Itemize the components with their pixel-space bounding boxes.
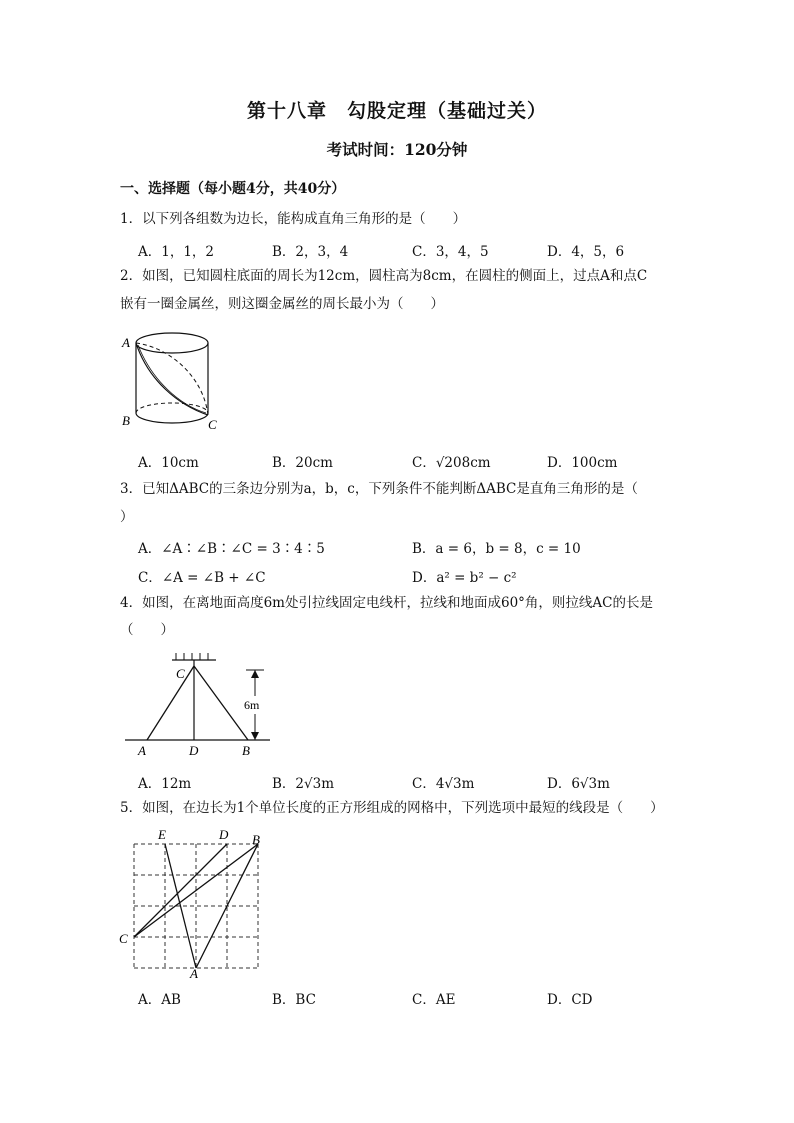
- wire-front-inner: [138, 345, 206, 413]
- segment-cd: [134, 844, 227, 937]
- pole-figure: [120, 648, 280, 763]
- question-5-text: 5．如图，在边长为1个单位长度的正方形组成的网格中，下列选项中最短的线段是（ ）: [120, 800, 664, 816]
- grid-label-c: C: [119, 931, 128, 946]
- height-label: 6m: [244, 698, 260, 712]
- q4-option-b: B．2√3m: [272, 776, 335, 792]
- cylinder-label-c: C: [208, 417, 217, 432]
- cylinder-label-a: A: [122, 335, 130, 350]
- q1-option-c: C．3，4，5: [412, 244, 489, 260]
- q3-option-c: C．∠A = ∠B + ∠C: [138, 570, 266, 586]
- grid-lines: [134, 844, 258, 968]
- wire-ac: [147, 666, 194, 740]
- cylinder-bottom-front: [136, 413, 208, 423]
- grid-figure: [118, 826, 278, 981]
- grid-label-b: B: [252, 832, 260, 847]
- question-3-text-line1: 3．已知ΔABC的三条边分别为a，b，c，下列条件不能判断ΔABC是直角三角形的是（: [120, 481, 638, 497]
- q2-option-a: A．10cm: [138, 455, 199, 471]
- question-4-text-line2: （ ）: [120, 622, 174, 638]
- wire-back: [136, 343, 208, 415]
- q1-option-d: D．4，5，6: [547, 244, 625, 260]
- q4-option-d: D．6√3m: [547, 776, 610, 792]
- grid-label-d: D: [219, 827, 229, 842]
- q2-option-c: C．√208cm: [412, 455, 491, 471]
- cylinder-top-ellipse: [136, 333, 208, 353]
- q5-option-a: A．AB: [138, 992, 181, 1008]
- q1-option-a: A．1，1，2: [138, 244, 215, 260]
- pole-label-b: B: [242, 743, 250, 758]
- section-heading: 一、选择题（每小题4分，共40分）: [120, 181, 346, 197]
- question-2-text-line1: 2．如图，已知圆柱底面的周长为12cm，圆柱高为8cm，在圆柱的侧面上，过点A和点C: [120, 268, 648, 284]
- question-4-text-line1: 4．如图，在离地面高度6m处引拉线固定电线杆，拉线和地面成60°角，则拉线AC的长是: [120, 595, 653, 611]
- q3-option-d: D．a² = b² − c²: [412, 570, 517, 586]
- q4-option-a: A．12m: [138, 776, 192, 792]
- q2-option-d: D．100cm: [547, 455, 618, 471]
- question-3-text-line2: ）: [120, 509, 134, 525]
- grid-label-a: A: [190, 966, 198, 981]
- question-1-text: 1．以下列各组数为边长，能构成直角三角形的是（ ）: [120, 211, 467, 227]
- wire-front: [136, 343, 208, 415]
- pole-label-d: D: [189, 743, 199, 758]
- q4-option-c: C．4√3m: [412, 776, 475, 792]
- q3-option-b: B．a = 6，b = 8，c = 10: [412, 541, 581, 557]
- page-title: 第十八章 勾股定理（基础过关）: [246, 100, 547, 122]
- cylinder-label-b: B: [122, 413, 130, 428]
- q5-option-b: B．BC: [272, 992, 316, 1008]
- q3-option-a: A．∠A∶∠B∶∠C = 3∶4∶5: [138, 541, 325, 557]
- question-2-text-line2: 嵌有一圈金属丝，则这圈金属丝的周长最小为（ ）: [120, 296, 444, 312]
- pole-label-c: C: [176, 666, 185, 681]
- cylinder-bottom-back: [136, 403, 208, 413]
- grid-label-e: E: [158, 827, 166, 842]
- q5-option-d: D．CD: [547, 992, 593, 1008]
- q1-option-b: B．2，3，4: [272, 244, 349, 260]
- pole-label-a: A: [138, 743, 146, 758]
- exam-duration: 考试时间：120分钟: [326, 140, 468, 159]
- wire-bc: [194, 666, 248, 740]
- cylinder-figure: [118, 325, 228, 440]
- q2-option-b: B．20cm: [272, 455, 333, 471]
- q5-option-c: C．AE: [412, 992, 456, 1008]
